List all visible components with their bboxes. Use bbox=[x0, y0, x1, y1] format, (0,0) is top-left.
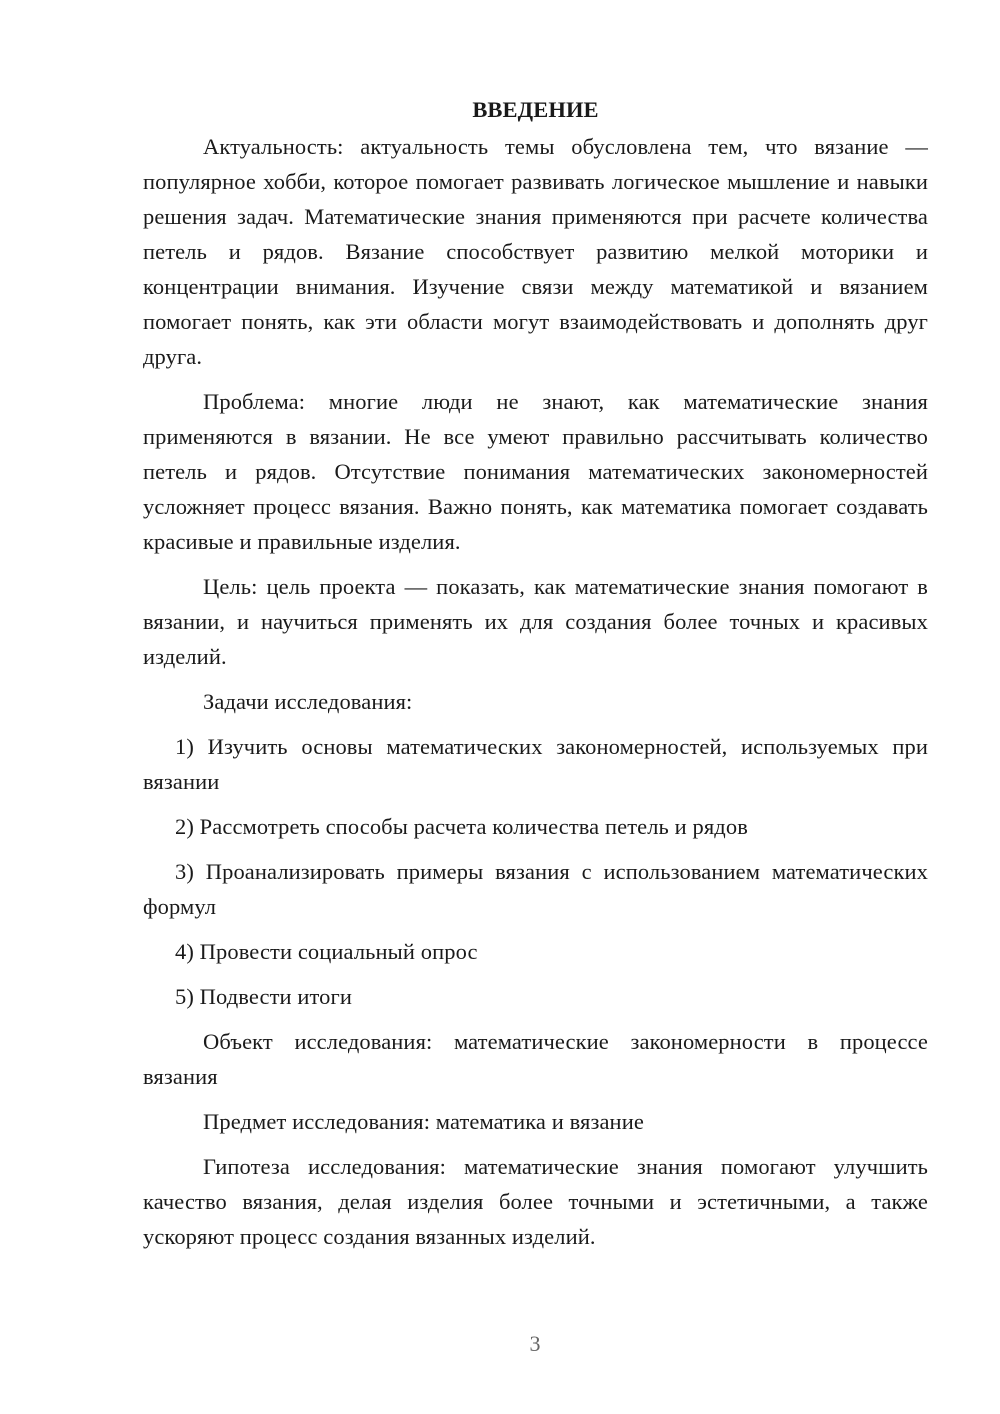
task-item-4: 4) Провести социальный опрос bbox=[175, 939, 478, 964]
task-item-3: 3) Проанализировать примеры вязания с использованием математических формул bbox=[143, 859, 928, 919]
paragraph-subject: Предмет исследования: математика и вязание bbox=[203, 1109, 644, 1134]
task-item-5: 5) Подвести итоги bbox=[175, 984, 352, 1009]
page-number: 3 bbox=[529, 1331, 541, 1356]
paragraph-problem: Проблема: многие люди не знают, как математические знания применяются в вязании. Не все умеют правильно рассчитывать количество петель и рядов. Отсутствие понимания математических закономерностей усложняет процесс вязания. Важно понять, как математика помогает создавать красивые и правильные изделия. bbox=[143, 389, 928, 554]
paragraph-hypothesis: Гипотеза исследования: математические знания помогают улучшить качество вязания, делая изделия более точными и эстетичными, а также ускоряют процесс создания вязанных изделий. bbox=[143, 1154, 928, 1249]
page-content bbox=[143, 92, 928, 1264]
paragraph-goal: Цель: цель проекта — показать, как математические знания помогают в вязании, и научиться применять их для создания более точных и красивых изделий. bbox=[143, 574, 928, 669]
section-title: ВВЕДЕНИЕ bbox=[472, 97, 599, 122]
paragraph-relevance: Актуальность: актуальность темы обусловлена тем, что вязание — популярное хобби, которое помогает развивать логическое мышление и навыки решения задач. Математические знания применяются при расчете количества петель и рядов. Вязание способствует развитию мелкой моторики и концентрации внимания. Изучение связи между математикой и вязанием помогает понять, как эти области могут взаимодействовать и дополнять друг друга. bbox=[143, 134, 928, 369]
task-item-2: 2) Рассмотреть способы расчета количества петель и рядов bbox=[175, 814, 748, 839]
paragraph-object: Объект исследования: математические закономерности в процессе вязания bbox=[143, 1029, 928, 1089]
tasks-heading: Задачи исследования: bbox=[203, 689, 413, 714]
task-item-1: 1) Изучить основы математических закономерностей, используемых при вязании bbox=[143, 734, 928, 794]
